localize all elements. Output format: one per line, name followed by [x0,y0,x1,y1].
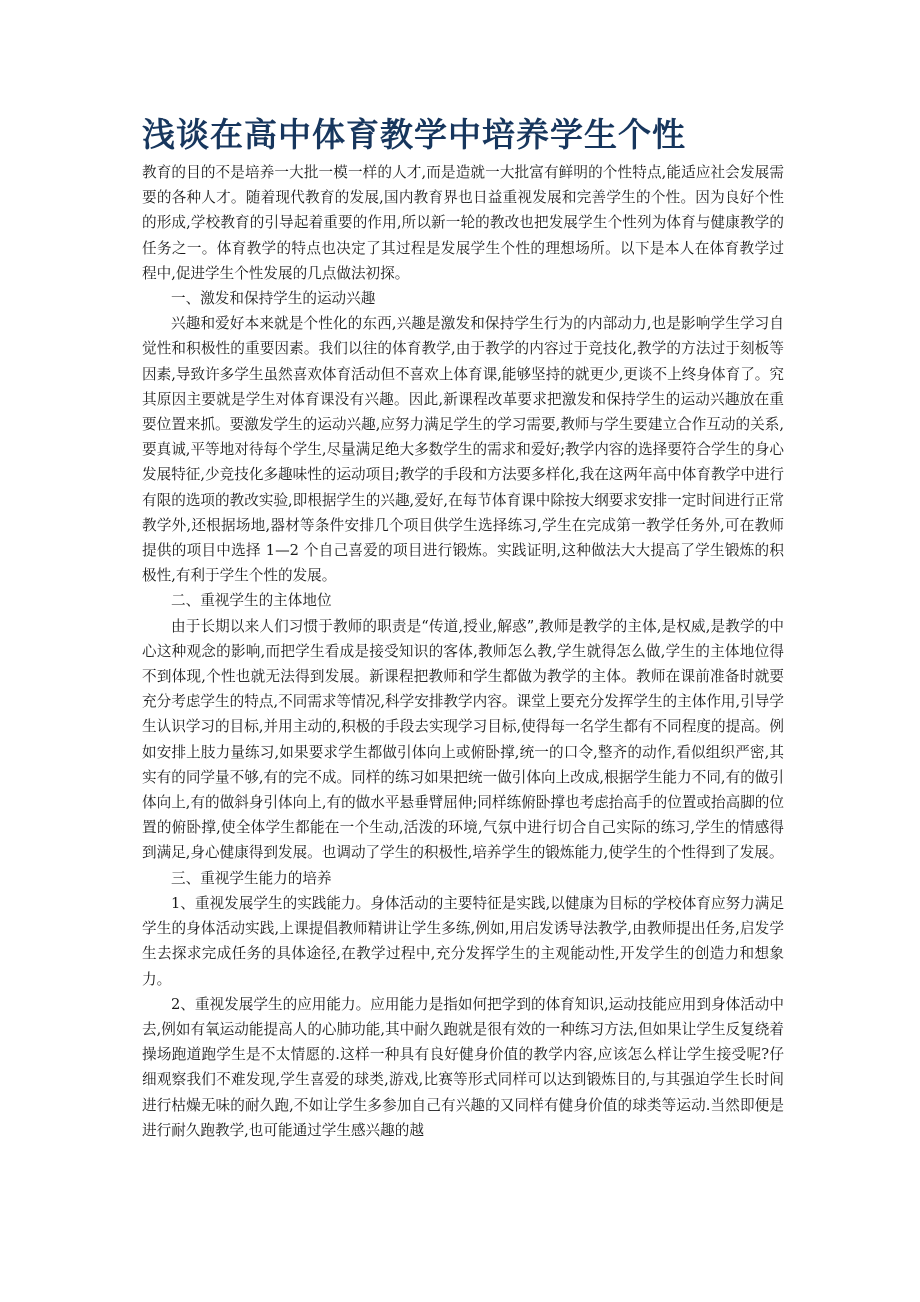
document-page [142,112,784,1143]
page-title: 浅谈在高中体育教学中培养学生个性 [142,115,686,154]
section-2-paragraph: 由于长期以来人们习惯于教师的职责是“传道,授业,解惑”,教师是教学的主体,是权威,是教学的中心这种观念的影响,而把学生看成是接受知识的客体,教师怎么教,学生就得怎么做,学生的主体地位得不到体现,个性也就无法得到发展。新课程把教师和学生都做为教学的主体。教师在课前准备时就要充分考虑学生的特点,不同需求等情况,科学安排教学内容。课堂上要充分发挥学生的主体作用,引导学生认识学习的目标,并用主动的,积极的手段去实现学习目标,使得每一名学生都有不同程度的提高。例如安排上肢力量练习,如果要求学生都做引体向上或俯卧撑,统一的口令,整齐的动作,看似组织严密,其实有的同学量不够,有的完不成。同样的练习如果把统一做引体向上改成,根据学生能力不同,有的做引体向上,有的做斜身引体向上,有的做水平悬垂臂屈伸;同样练俯卧撑也考虑抬高手的位置或抬高脚的位置的俯卧撑,使全体学生都能在一个生动,活泼的环境,气氛中进行切合自己实际的练习,学生的情感得到满足,身心健康得到发展。也调动了学生的积极性,培养学生的锻炼能力,使学生的个性得到了发展。 [142,617,784,862]
section-heading-2: 二、重视学生的主体地位 [171,592,332,610]
section-1-paragraph: 兴趣和爱好本来就是个性化的东西,兴趣是激发和保持学生行为的内部动力,也是影响学生学习自觉性和积极性的重要因素。我们以往的体育教学,由于教学的内容过于竞技化,教学的方法过于刻板等因素,导致许多学生虽然喜欢体育活动但不喜欢上体育课,能够坚持的就更少,更谈不上终身体育了。究其原因主要就是学生对体育课没有兴趣。因此,新课程改革要求把激发和保持学生的运动兴趣放在重要位置来抓。要激发学生的运动兴趣,应努力满足学生的学习需要,教师与学生要建立合作互动的关系,要真诚,平等地对待每个学生,尽量满足绝大多数学生的需求和爱好;教学内容的选择要符合学生的身心发展特征,少竞技化多趣味性的运动项目;教学的手段和方法要多样化,我在这两年高中体育教学中进行有限的选项的教改实验,即根据学生的兴趣,爱好,在每节体育课中除按大纲要求安排一定时间进行正常教学外,还根据场地,器材等条件安排几个项目供学生选择练习,学生在完成第一教学任务外,可在教师提供的项目中选择 1—2 个自己喜爱的项目进行锻炼。实践证明,这种做法大大提高了学生锻炼的积极性,有利于学生个性的发展。 [142,315,784,585]
section-heading-3: 三、重视学生能力的培养 [171,869,332,887]
section-3-paragraph-1: 1、重视发展学生的实践能力。身体活动的主要特征是实践,以健康为目标的学校体育应努力满足学生的身体活动实践,上课提倡教师精讲让学生多练,例如,用启发诱导法教学,由教师提出任务,启发学生去探求完成任务的具体途径,在教学过程中,充分发挥学生的主观能动性,开发学生的创造力和想象力。 [142,894,784,988]
section-3-paragraph-2: 2、重视发展学生的应用能力。应用能力是指如何把学到的体育知识,运动技能应用到身体活动中去,例如有氧运动能提高人的心肺功能,其中耐久跑就是很有效的一种练习方法,但如果让学生反复绕着操场跑道跑学生是不太情愿的.这样一种具有良好健身价值的教学内容,应该怎么样让学生接受呢?仔细观察我们不难发现,学生喜爱的球类,游戏,比赛等形式同样可以达到锻炼目的,与其强迫学生长时间进行枯燥无味的耐久跑,不如让学生多参加自己有兴趣的又同样有健身价值的球类等运动.当然即便是进行耐久跑教学,也可能通过学生感兴趣的越 [142,995,784,1139]
intro-paragraph: 教育的目的不是培养一大批一模一样的人才,而是造就一大批富有鲜明的个性特点,能适应社会发展需要的各种人才。随着现代教育的发展,国内教育界也日益重视发展和完善学生的个性。因为良好个性的形成,学校教育的引导起着重要的作用,所以新一轮的教改也把发展学生个性列为体育与健康教学的任务之一。体育教学的特点也决定了其过程是发展学生个性的理想场所。以下是本人在体育教学过程中,促进学生个性发展的几点做法初探。 [142,164,784,282]
section-heading-1: 一、激发和保持学生的运动兴趣 [171,290,376,308]
